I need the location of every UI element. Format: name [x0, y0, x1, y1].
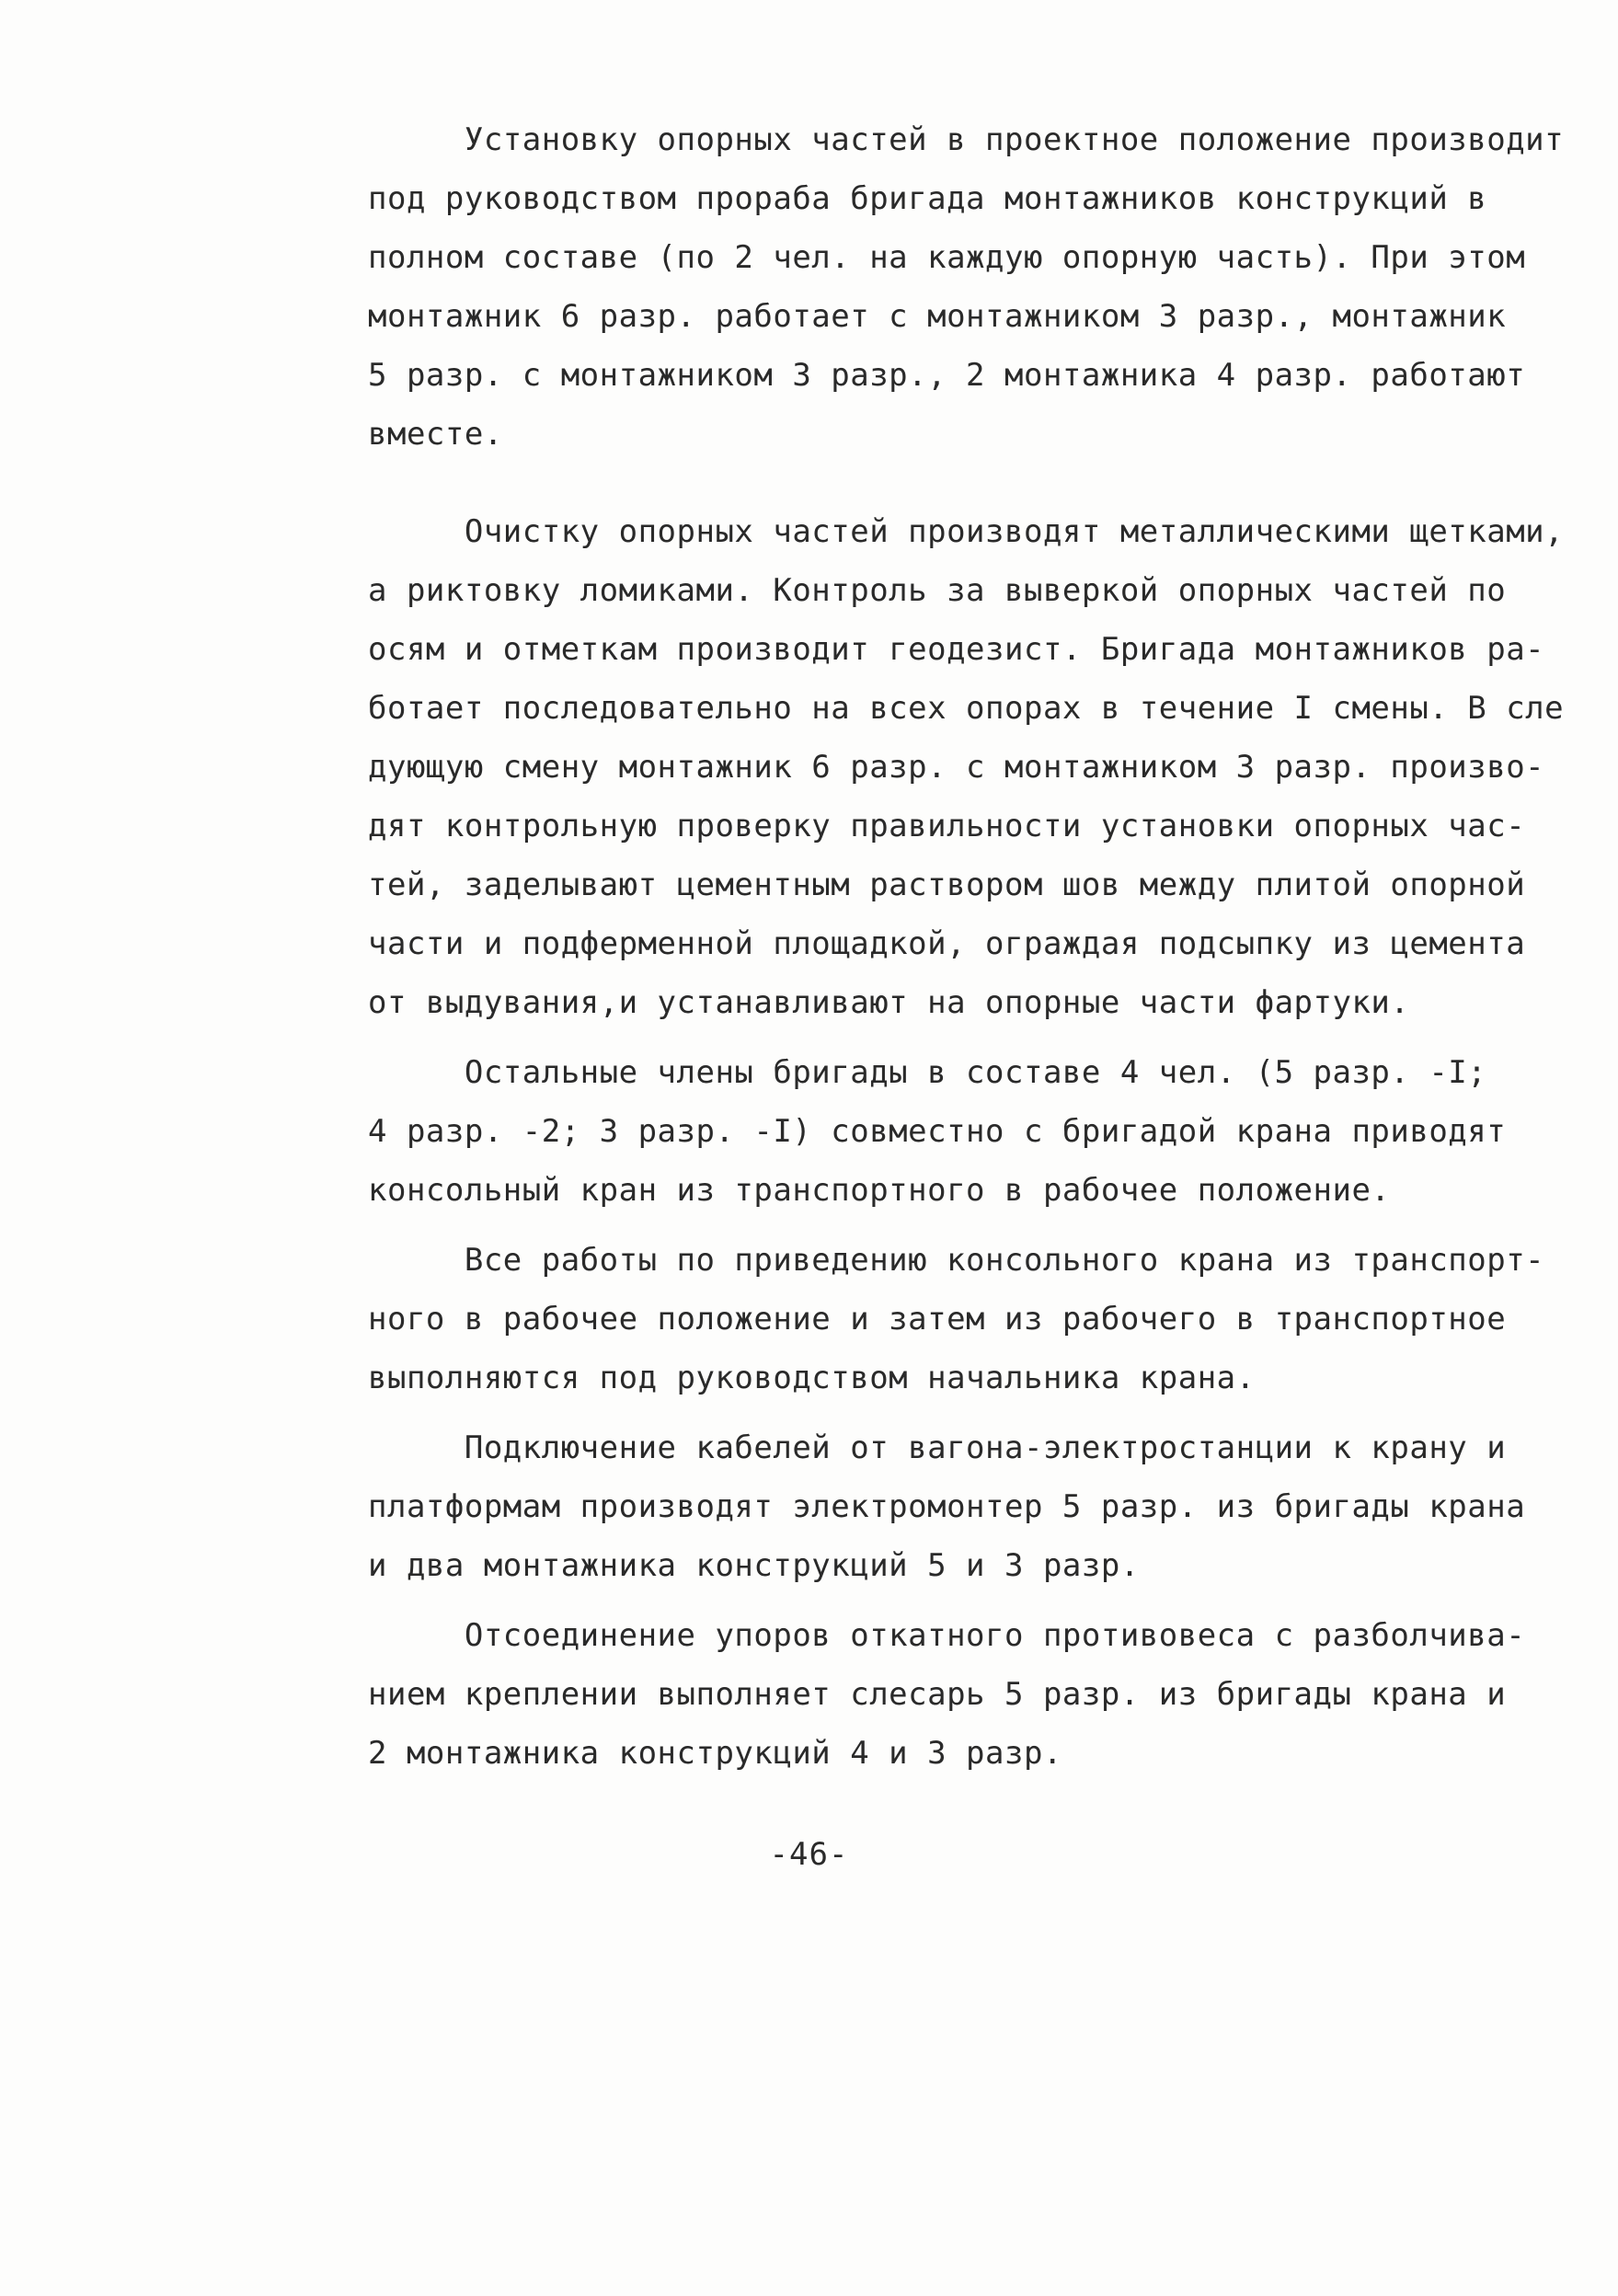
- text-line: нием креплении выполняет слесарь 5 разр. из бригады крана и: [368, 1676, 1507, 1713]
- text-line: Установку опорных частей в проектное положение производит: [368, 121, 1565, 158]
- paragraph-2: [368, 502, 1564, 1032]
- text-line: осям и отметкам производит геодезист. Бригада монтажников ра-: [368, 631, 1545, 668]
- text-line: Отсоединение упоров откатного противовеса с разболчива-: [368, 1617, 1526, 1654]
- text-line: Подключение кабелей от вагона-электростанции к крану и: [368, 1429, 1507, 1466]
- text-line: ного в рабочее положение и затем из рабочего в транспортное: [368, 1301, 1507, 1337]
- text-line: а риктовку ломиками. Контроль за выверкой опорных частей по: [368, 572, 1507, 609]
- text-line: монтажник 6 разр. работает с монтажником 3 разр., монтажник: [368, 298, 1507, 335]
- text-line: тей, заделывают цементным раствором шов между плитой опорной: [368, 867, 1526, 903]
- text-line: вместе.: [368, 416, 503, 453]
- paragraph-3: [368, 1043, 1564, 1220]
- text-line: 5 разр. с монтажником 3 разр., 2 монтажника 4 разр. работают: [368, 357, 1526, 394]
- text-line: Очистку опорных частей производят металлическими щетками,: [368, 513, 1565, 550]
- paragraph-1: [368, 110, 1564, 464]
- text-line: ботает последовательно на всех опорах в течение I смены. В сле: [368, 690, 1565, 727]
- text-line: 2 монтажника конструкций 4 и 3 разр.: [368, 1735, 1062, 1772]
- text-line: и два монтажника конструкций 5 и 3 разр.: [368, 1547, 1140, 1584]
- text-line: 4 разр. -2; 3 разр. -I) совместно с бригадой крана приводят: [368, 1113, 1507, 1150]
- text-line: консольный кран из транспортного в рабочее положение.: [368, 1172, 1391, 1209]
- page-number: -46-: [769, 1836, 849, 1873]
- paragraph-5: [368, 1418, 1564, 1595]
- text-line: полном составе (по 2 чел. на каждую опорную часть). При этом: [368, 239, 1526, 276]
- paragraph-6: [368, 1606, 1564, 1783]
- text-line: дят контрольную проверку правильности установки опорных час-: [368, 808, 1526, 844]
- text-line: под руководством прораба бригада монтажников конструкций в: [368, 180, 1487, 217]
- paragraph-4: [368, 1231, 1564, 1407]
- text-line: выполняются под руководством начальника крана.: [368, 1360, 1256, 1396]
- body-text: [368, 110, 1564, 1783]
- text-line: от выдувания,и устанавливают на опорные части фартуки.: [368, 984, 1410, 1021]
- text-line: Все работы по приведению консольного крана из транспорт-: [368, 1242, 1545, 1279]
- text-line: части и подферменной площадкой, ограждая подсыпку из цемента: [368, 925, 1526, 962]
- text-line: Остальные члены бригады в составе 4 чел. (5 разр. -I;: [368, 1054, 1487, 1091]
- text-line: дующую смену монтажник 6 разр. с монтажником 3 разр. произво-: [368, 749, 1545, 786]
- text-line: платформам производят электромонтер 5 разр. из бригады крана: [368, 1488, 1526, 1525]
